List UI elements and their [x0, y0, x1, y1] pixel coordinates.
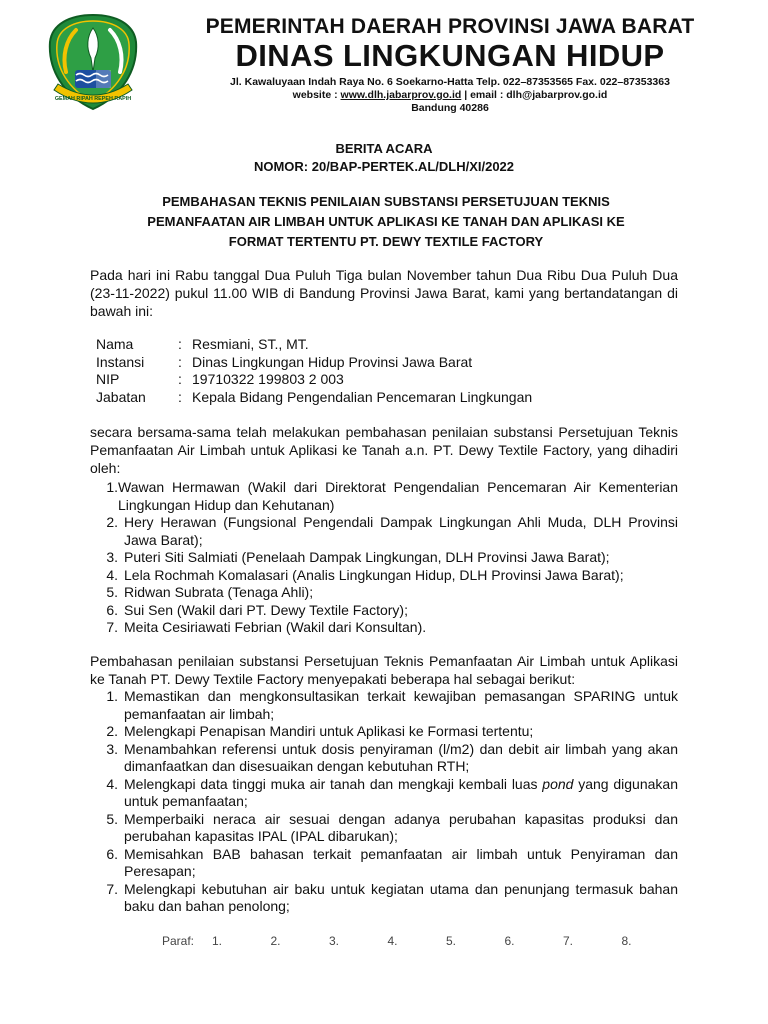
list-number: 6.	[106, 601, 118, 618]
list-number: 6.	[106, 845, 118, 862]
list-text-part: Melengkapi data tinggi muka air tanah dan mengkaji kembali luas	[124, 775, 543, 792]
list-item	[90, 846, 678, 881]
agreement-list	[90, 688, 678, 916]
agency-contact-block	[150, 76, 750, 115]
identity-key: Instansi	[96, 353, 145, 370]
list-number: 3.	[106, 549, 118, 565]
list-text: Memperbaiki neraca air sesuai dengan adanya perubahan kapasitas produksi dan perubahan kapasitas IPAL (IPAL dibarukan);	[124, 810, 678, 844]
website-label: website :	[292, 89, 341, 101]
list-text-italic: pond	[542, 775, 574, 792]
email-address[interactable]: dlh@jabarprov.go.id	[506, 89, 608, 101]
list-text: Puteri Siti Salmiati (Penelaah Dampak Lingkungan, DLH Provinsi Jawa Barat);	[124, 549, 610, 565]
list-item	[90, 811, 678, 846]
list-text: Ridwan Subrata (Tenaga Ahli);	[124, 584, 314, 600]
list-item	[90, 549, 678, 567]
opening-paragraph: Pada hari ini Rabu tanggal Dua Puluh Tiga bulan November tahun Dua Ribu Dua Puluh Dua (23-11-2022) pukul 11.00 WIB di Bandung Provinsi Jawa Barat, kami yang bertandatangan di bawah ini:	[90, 267, 678, 319]
paraf-number: 3.	[329, 934, 340, 948]
list-item	[90, 602, 678, 620]
government-name: PEMERINTAH DAERAH PROVINSI JAWA BARAT	[205, 15, 695, 38]
agency-address: Jl. Kawaluyaan Indah Raya No. 6 Soekarno-Hatta Telp. 022–87353565 Fax. 022–87353363	[230, 76, 670, 88]
document-subject	[96, 192, 676, 252]
list-item	[90, 881, 678, 916]
subject-line-3: FORMAT TERTENTU PT. DEWY TEXTILE FACTORY	[228, 234, 544, 249]
identity-colon: :	[178, 371, 182, 387]
list-text: Melengkapi Penapisan Mandiri untuk Aplikasi ke Formasi tertentu;	[124, 723, 534, 739]
list-item	[90, 688, 678, 723]
identity-colon: :	[178, 388, 182, 405]
list-text: Lela Rochmah Komalasari (Analis Lingkungan Hidup, DLH Provinsi Jawa Barat);	[124, 566, 624, 583]
identity-key: Nama	[96, 336, 134, 352]
identity-row	[96, 371, 532, 389]
paraf-number: 1.	[212, 934, 223, 948]
list-item	[90, 776, 678, 811]
list-text: Menambahkan referensi untuk dosis penyiraman (l/m2) dan debit air limbah yang akan dimanfaatkan dan disesuaikan dengan kebutuhan RTH;	[124, 740, 678, 774]
list-item	[90, 584, 678, 602]
list-number: 2.	[106, 723, 118, 739]
identity-colon: :	[178, 353, 182, 370]
identity-value: 19710322 199803 2 003	[192, 371, 344, 387]
list-text: Memastikan dan mengkonsultasikan terkait kewajiban pemasangan SPARING untuk pemanfaatan air limbah;	[124, 688, 678, 722]
list-number: 4.	[106, 775, 118, 792]
identity-row	[96, 389, 532, 407]
signatory-identity-table	[96, 336, 532, 406]
agency-name: DINAS LINGKUNGAN HIDUP	[235, 38, 665, 73]
list-text-part: yang digunakan untuk pemanfaatan;	[124, 775, 678, 809]
paraf-number: 5.	[446, 934, 457, 948]
list-text: Meita Cesiriawati Febrian (Wakil dari Konsultan).	[124, 619, 427, 635]
identity-row	[96, 354, 532, 372]
list-item	[90, 479, 678, 514]
paraf-number: 8.	[621, 934, 632, 948]
identity-colon: :	[178, 336, 182, 352]
list-number: 1.	[106, 479, 118, 495]
document-type: BERITA ACARA	[335, 141, 433, 156]
identity-value: Dinas Lingkungan Hidup Provinsi Jawa Barat	[192, 353, 473, 370]
document-title	[0, 140, 768, 176]
list-item	[90, 723, 678, 741]
attendee-list	[90, 479, 678, 637]
list-text: Memisahkan BAB bahasan terkait pemanfaatan air limbah untuk Penyiraman dan Peresapan;	[124, 845, 678, 879]
website-link[interactable]: www.dlh.jabarprov.go.id	[340, 89, 462, 101]
west-java-emblem-logo	[46, 12, 140, 112]
identity-row	[96, 336, 532, 354]
list-text: Melengkapi kebutuhan air baku untuk kegiatan utama dan penunjang termasuk bahan baku dan bahan penolong;	[124, 880, 678, 914]
list-number: 3.	[106, 740, 118, 757]
identity-value: Resmiani, ST., MT.	[192, 336, 309, 352]
list-text	[118, 776, 678, 811]
document-number: NOMOR: 20/BAP-PERTEK.AL/DLH/XI/2022	[253, 159, 515, 174]
list-text: Sui Sen (Wakil dari PT. Dewy Textile Factory);	[124, 601, 408, 618]
paraf-number: 2.	[270, 934, 281, 948]
paraf-number: 7.	[563, 934, 574, 948]
list-item	[90, 619, 678, 637]
identity-key: Jabatan	[96, 388, 146, 405]
list-number: 5.	[106, 584, 118, 600]
subject-line-2: PEMANFAATAN AIR LIMBAH UNTUK APLIKASI KE TANAH DAN APLIKASI KE	[147, 214, 625, 229]
list-number: 7.	[106, 619, 118, 635]
identity-key: NIP	[96, 371, 120, 387]
list-number: 2.	[106, 514, 118, 530]
agency-web-email	[150, 89, 750, 102]
paraf-footer	[162, 934, 680, 948]
list-number: 4.	[106, 566, 118, 583]
paraf-number: 4.	[387, 934, 398, 948]
paraf-label: Paraf:	[162, 934, 195, 948]
paraf-number: 6.	[504, 934, 515, 948]
list-item	[90, 514, 678, 549]
attendance-intro: secara bersama-sama telah melakukan pembahasan penilaian substansi Persetujuan Teknis Pemanfaatan Air Limbah untuk Aplikasi ke Tanah a.n. PT. Dewy Textile Factory, yang dihadiri oleh:	[90, 424, 678, 476]
list-item	[90, 741, 678, 776]
subject-line-1: PEMBAHASAN TEKNIS PENILAIAN SUBSTANSI PERSETUJUAN TEKNIS	[162, 194, 610, 209]
agreement-intro: Pembahasan penilaian substansi Persetujuan Teknis Pemanfaatan Air Limbah untuk Aplikasi ke Tanah PT. Dewy Textile Factory menyepakati beberapa hal sebagai berikut:	[90, 653, 678, 687]
agency-city: Bandung 40286	[411, 102, 489, 114]
identity-value: Kepala Bidang Pengendalian Pencemaran Lingkungan	[192, 388, 533, 405]
list-item	[90, 567, 678, 585]
list-number: 7.	[106, 880, 118, 897]
email-label: | email :	[461, 89, 507, 101]
list-number: 5.	[106, 810, 118, 827]
list-text: Hery Herawan (Fungsional Pengendali Dampak Lingkungan Ahli Muda, DLH Provinsi Jawa Barat);	[124, 514, 678, 548]
logo-motto: GEMAH RIPAH REPEH RAPIH	[54, 96, 132, 102]
list-text: Wawan Hermawan (Wakil dari Direktorat Pengendalian Pencemaran Air Kementerian Lingkungan Hidup dan Kehutanan)	[118, 479, 678, 513]
list-number: 1.	[106, 688, 118, 704]
